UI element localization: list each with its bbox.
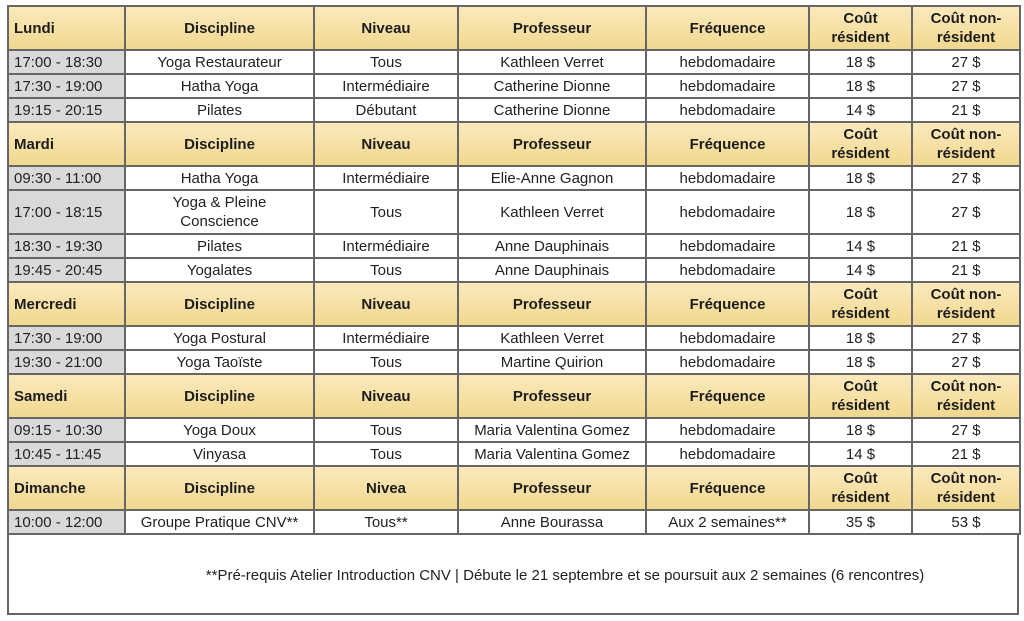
discipline-cell: Pilates: [125, 98, 314, 122]
frequence-cell: hebdomadaire: [646, 418, 809, 442]
cout-non-resident-cell: 27 $: [912, 190, 1020, 234]
professeur-cell: Catherine Dionne: [458, 74, 646, 98]
cout-non-resident-cell: 27 $: [912, 326, 1020, 350]
cout-resident-cell: 18 $: [809, 326, 912, 350]
niveau-cell: Débutant: [314, 98, 458, 122]
col-frequence-header: Fréquence: [646, 282, 809, 326]
table-row: [8, 166, 1020, 190]
day-label: Mardi: [8, 122, 125, 166]
time-cell: 17:30 - 19:00: [8, 326, 125, 350]
schedule-table: [7, 5, 1021, 535]
cout-non-resident-cell: 21 $: [912, 258, 1020, 282]
discipline-cell: Pilates: [125, 234, 314, 258]
cout-resident-cell: 14 $: [809, 234, 912, 258]
col-professeur-header: Professeur: [458, 282, 646, 326]
col-cout-non-resident-header: Coût non-résident: [912, 282, 1020, 326]
cout-resident-cell: 18 $: [809, 418, 912, 442]
time-cell: 19:15 - 20:15: [8, 98, 125, 122]
frequence-cell: hebdomadaire: [646, 326, 809, 350]
col-cout-resident-header: Coût résident: [809, 6, 912, 50]
discipline-cell: Yoga Restaurateur: [125, 50, 314, 74]
professeur-cell: Anne Bourassa: [458, 510, 646, 534]
cout-non-resident-cell: 27 $: [912, 50, 1020, 74]
niveau-cell: Tous**: [314, 510, 458, 534]
col-discipline-header: Discipline: [125, 122, 314, 166]
discipline-cell: Yoga Doux: [125, 418, 314, 442]
col-cout-resident-header: Coût résident: [809, 466, 912, 510]
col-niveau-header: Niveau: [314, 282, 458, 326]
cout-resident-cell: 14 $: [809, 258, 912, 282]
niveau-cell: Intermédiaire: [314, 166, 458, 190]
col-niveau-header: Niveau: [314, 6, 458, 50]
day-header-mercredi: [8, 282, 1020, 326]
discipline-cell: Groupe Pratique CNV**: [125, 510, 314, 534]
professeur-cell: Elie-Anne Gagnon: [458, 166, 646, 190]
col-discipline-header: Discipline: [125, 282, 314, 326]
time-cell: 17:00 - 18:30: [8, 50, 125, 74]
frequence-cell: hebdomadaire: [646, 74, 809, 98]
discipline-cell: Vinyasa: [125, 442, 314, 466]
table-row: [8, 258, 1020, 282]
col-cout-resident-header: Coût résident: [809, 282, 912, 326]
niveau-cell: Tous: [314, 442, 458, 466]
niveau-cell: Tous: [314, 190, 458, 234]
discipline-cell: Hatha Yoga: [125, 74, 314, 98]
frequence-cell: hebdomadaire: [646, 258, 809, 282]
frequence-cell: hebdomadaire: [646, 190, 809, 234]
professeur-cell: Anne Dauphinais: [458, 258, 646, 282]
discipline-cell: Hatha Yoga: [125, 166, 314, 190]
col-cout-resident-header: Coût résident: [809, 122, 912, 166]
col-professeur-header: Professeur: [458, 122, 646, 166]
day-header-samedi: [8, 374, 1020, 418]
time-cell: 10:45 - 11:45: [8, 442, 125, 466]
professeur-cell: Kathleen Verret: [458, 190, 646, 234]
frequence-cell: hebdomadaire: [646, 350, 809, 374]
professeur-cell: Kathleen Verret: [458, 326, 646, 350]
col-discipline-header: Discipline: [125, 374, 314, 418]
col-cout-non-resident-header: Coût non-résident: [912, 122, 1020, 166]
day-label: Dimanche: [8, 466, 125, 510]
cout-non-resident-cell: 27 $: [912, 350, 1020, 374]
frequence-cell: hebdomadaire: [646, 50, 809, 74]
cout-resident-cell: 18 $: [809, 50, 912, 74]
col-cout-non-resident-header: Coût non-résident: [912, 374, 1020, 418]
time-cell: 17:30 - 19:00: [8, 74, 125, 98]
professeur-cell: Kathleen Verret: [458, 50, 646, 74]
table-row: [8, 442, 1020, 466]
day-header-lundi: [8, 6, 1020, 50]
col-niveau-header: Niveau: [314, 374, 458, 418]
cout-resident-cell: 18 $: [809, 166, 912, 190]
col-professeur-header: Professeur: [458, 6, 646, 50]
cout-non-resident-cell: 53 $: [912, 510, 1020, 534]
col-professeur-header: Professeur: [458, 466, 646, 510]
table-row: [8, 74, 1020, 98]
cout-resident-cell: 14 $: [809, 442, 912, 466]
col-frequence-header: Fréquence: [646, 466, 809, 510]
frequence-cell: Aux 2 semaines**: [646, 510, 809, 534]
footnote: **Pré-requis Atelier Introduction CNV | Débute le 21 septembre et se poursuit aux 2 semaines (6 rencontres): [205, 567, 925, 584]
time-cell: 09:30 - 11:00: [8, 166, 125, 190]
discipline-cell: Yogalates: [125, 258, 314, 282]
niveau-cell: Tous: [314, 258, 458, 282]
professeur-cell: Anne Dauphinais: [458, 234, 646, 258]
cout-non-resident-cell: 21 $: [912, 442, 1020, 466]
col-discipline-header: Discipline: [125, 466, 314, 510]
col-niveau-header: Nivea: [314, 466, 458, 510]
cout-resident-cell: 14 $: [809, 98, 912, 122]
day-header-dimanche: [8, 466, 1020, 510]
discipline-cell: Yoga & Pleine Conscience: [125, 190, 314, 234]
frequence-cell: hebdomadaire: [646, 98, 809, 122]
niveau-cell: Tous: [314, 50, 458, 74]
niveau-cell: Intermédiaire: [314, 326, 458, 350]
day-label: Lundi: [8, 6, 125, 50]
time-cell: 19:45 - 20:45: [8, 258, 125, 282]
table-row: [8, 234, 1020, 258]
niveau-cell: Tous: [314, 418, 458, 442]
table-row: [8, 190, 1020, 234]
col-frequence-header: Fréquence: [646, 374, 809, 418]
cout-resident-cell: 18 $: [809, 74, 912, 98]
col-cout-resident-header: Coût résident: [809, 374, 912, 418]
niveau-cell: Intermédiaire: [314, 74, 458, 98]
table-row: [8, 510, 1020, 534]
cout-non-resident-cell: 21 $: [912, 98, 1020, 122]
time-cell: 09:15 - 10:30: [8, 418, 125, 442]
professeur-cell: Maria Valentina Gomez: [458, 442, 646, 466]
col-frequence-header: Fréquence: [646, 6, 809, 50]
professeur-cell: Catherine Dionne: [458, 98, 646, 122]
niveau-cell: Tous: [314, 350, 458, 374]
col-frequence-header: Fréquence: [646, 122, 809, 166]
day-label: Samedi: [8, 374, 125, 418]
table-row: [8, 98, 1020, 122]
professeur-cell: Martine Quirion: [458, 350, 646, 374]
time-cell: 17:00 - 18:15: [8, 190, 125, 234]
cout-non-resident-cell: 21 $: [912, 234, 1020, 258]
col-professeur-header: Professeur: [458, 374, 646, 418]
cout-resident-cell: 18 $: [809, 350, 912, 374]
time-cell: 10:00 - 12:00: [8, 510, 125, 534]
table-row: [8, 50, 1020, 74]
table-row: [8, 350, 1020, 374]
cout-resident-cell: 18 $: [809, 190, 912, 234]
time-cell: 18:30 - 19:30: [8, 234, 125, 258]
table-row: [8, 418, 1020, 442]
time-cell: 19:30 - 21:00: [8, 350, 125, 374]
frequence-cell: hebdomadaire: [646, 234, 809, 258]
day-label: Mercredi: [8, 282, 125, 326]
frequence-cell: hebdomadaire: [646, 442, 809, 466]
discipline-cell: Yoga Postural: [125, 326, 314, 350]
discipline-cell: Yoga Taoïste: [125, 350, 314, 374]
cout-resident-cell: 35 $: [809, 510, 912, 534]
cout-non-resident-cell: 27 $: [912, 166, 1020, 190]
niveau-cell: Intermédiaire: [314, 234, 458, 258]
day-header-mardi: [8, 122, 1020, 166]
cout-non-resident-cell: 27 $: [912, 74, 1020, 98]
col-cout-non-resident-header: Coût non-résident: [912, 6, 1020, 50]
col-cout-non-resident-header: Coût non-résident: [912, 466, 1020, 510]
table-row: [8, 326, 1020, 350]
col-niveau-header: Niveau: [314, 122, 458, 166]
cout-non-resident-cell: 27 $: [912, 418, 1020, 442]
professeur-cell: Maria Valentina Gomez: [458, 418, 646, 442]
frequence-cell: hebdomadaire: [646, 166, 809, 190]
col-discipline-header: Discipline: [125, 6, 314, 50]
